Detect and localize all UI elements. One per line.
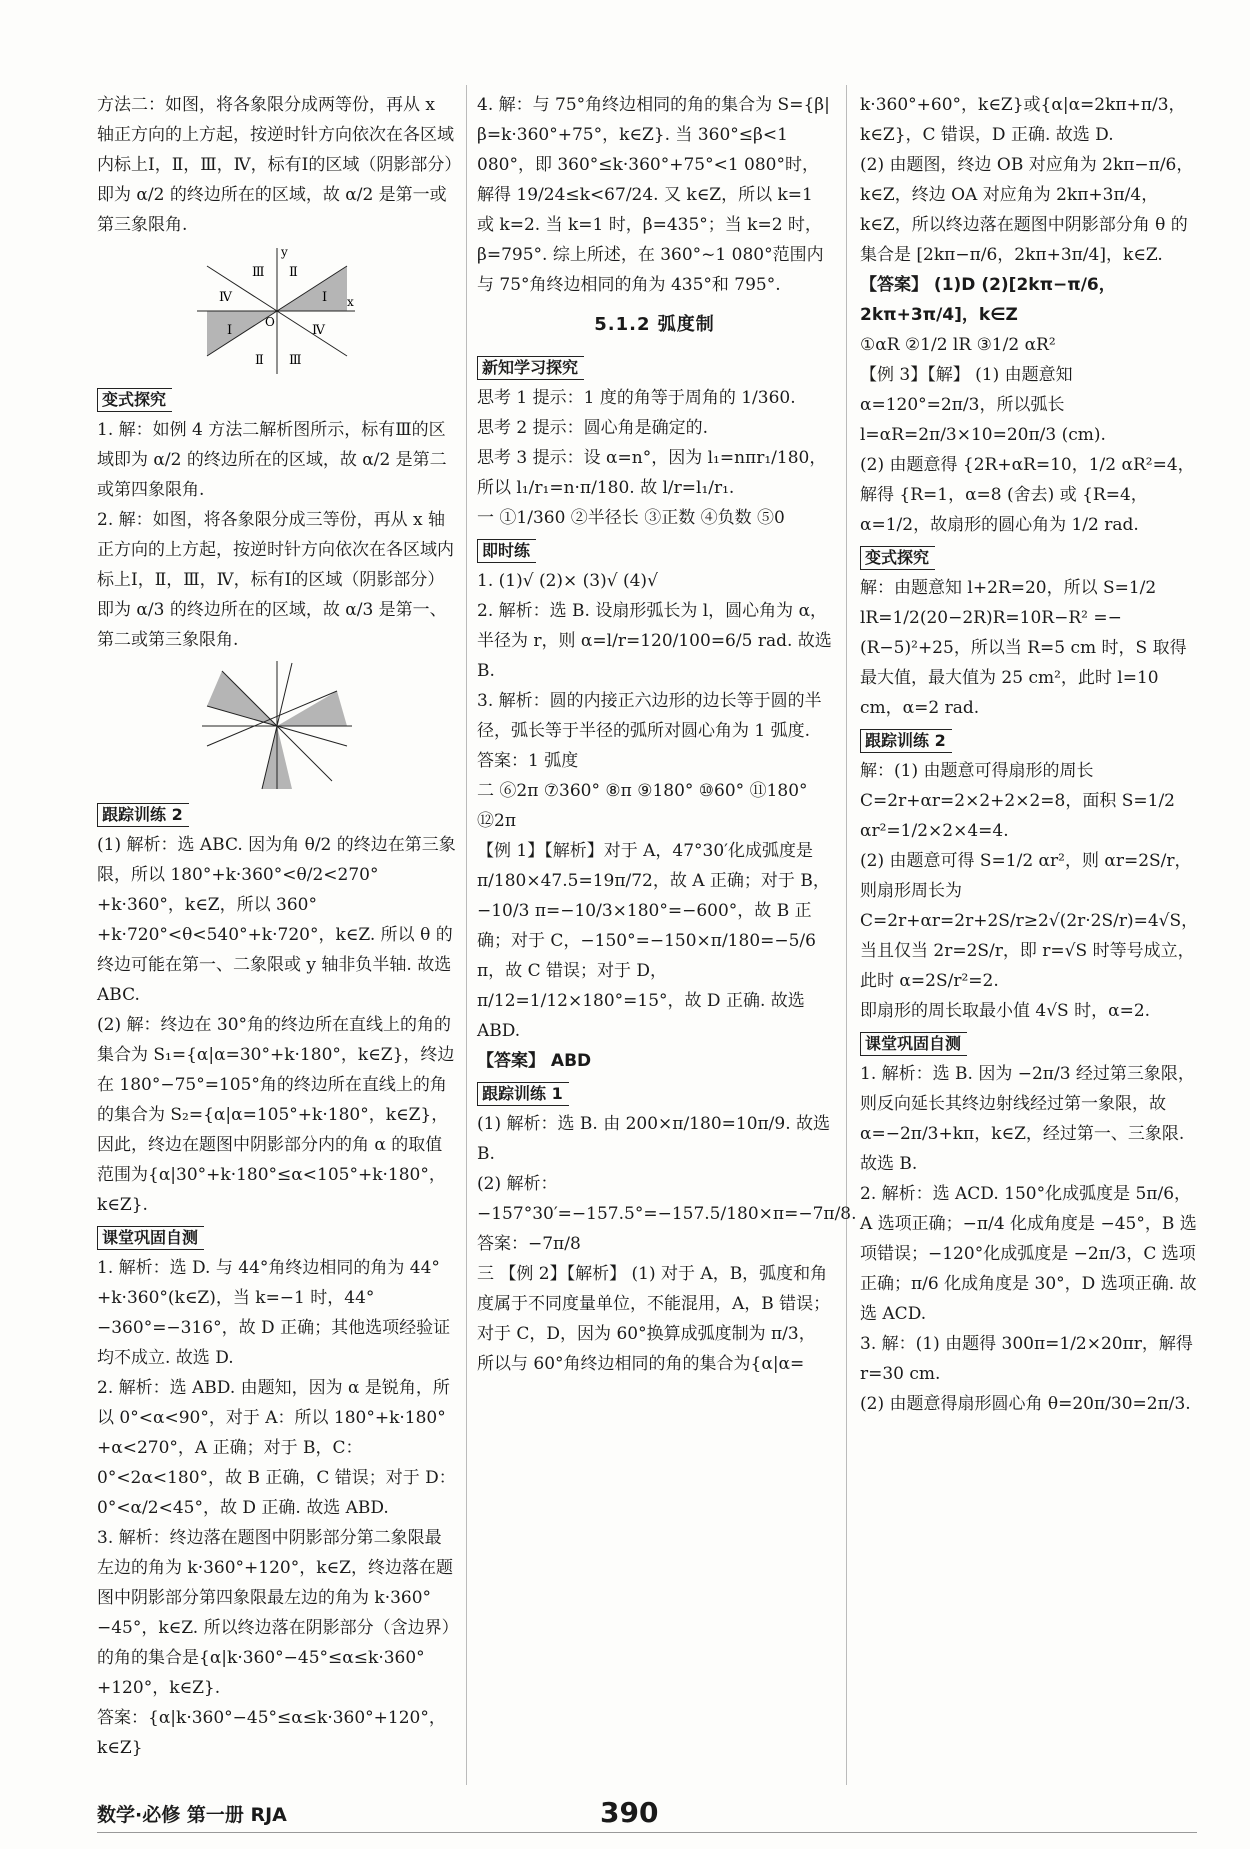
sikao-1: 思考 1 提示：1 度的角等于周角的 1/360. [477,388,796,408]
section-jishi: 即时练 [477,539,536,563]
svg-text:Ⅰ: Ⅰ [322,290,328,305]
bianshi-solution: 解：由题意知 l+2R=20，所以 S=1/2 lR=1/2(20−2R)R=10R−R² =−(R−5)²+25，所以当 R=5 cm 时，S 取得最大值，最大值为 25 cm²，此时 l=10 cm，α=2 rad. [860,578,1187,718]
jishi-2: 2. 解析：选 B. 设扇形弧长为 l，圆心角为 α，半径为 r，则 α=l/r=120/100=6/5 rad. 故选 B. [477,601,832,681]
genzong-2b-1: 解：(1) 由题意可得扇形的周长 C=2r+αr=2×2+2×2=8，面积 S=1/2 αr²=1/2×2×4=4. [860,761,1175,841]
section-title: 5.1.2 弧度制 [594,314,715,335]
blank-answers-3: ①αR ②1/2 lR ③1/2 αR² [860,335,1056,355]
svg-text:Ⅱ: Ⅱ [255,353,264,368]
example-1: 【例 1】【解析】对于 A，47°30′化成弧度是 π/180×47.5=19π/72，故 A 正确；对于 B，−10/3 π=−10/3×180°=−600°，故 B 正确；对于 C，−150°=−150×π/180=−5/6 π，故 C 错误；对于 D，π/12=1/12×180°=15°，故 D 正确. 故选 ABD. [477,841,830,1041]
example-2-answer: 【答案】 (1)D (2)[2kπ−π/6，2kπ+3π/4]，k∈Z [860,275,1116,325]
svg-text:Ⅰ: Ⅰ [227,323,233,338]
section-genzong-1: 跟踪训练 1 [477,1082,569,1106]
example-3: 【例 3】【解】 (1) 由题意知 α=120°=2π/3，所以弧长 l=αR=2π/3×10=20π/3 (cm). [860,365,1106,445]
svg-text:y: y [281,246,288,259]
section-genzong-2: 跟踪训练 2 [97,803,189,827]
ketang-b-1: 1. 解析：选 B. 因为 −2π/3 经过第三象限，则反向延长其终边射线经过第一象限，故 α=−2π/3+kπ，k∈Z，经过第一、三象限. 故选 B. [860,1064,1195,1174]
section-genzong-2b: 跟踪训练 2 [860,729,952,753]
page-number: 390 [600,1796,659,1829]
svg-text:Ⅱ: Ⅱ [289,265,298,280]
svg-text:O: O [265,315,275,329]
genzong-2b-3: 即扇形的周长取最小值 4√S 时，α=2. [860,1001,1151,1021]
blank-answers-1: 一 ①1/360 ②半径长 ③正数 ④负数 ⑤0 [477,508,785,528]
genzong-1-answer: 答案：−7π/8 [477,1234,581,1254]
jishi-3: 3. 解析：圆的内接正六边形的边长等于圆的半径，弧长等于半径的弧所对圆心角为 1 弧度. [477,691,822,741]
example-2: 三 【例 2】【解析】 (1) 对于 A，B，弧度和角度属于不同度量单位，不能混用，A，B 错误；对于 C，D，因为 60°换算成弧度制为 π/3，所以与 60°角终边相同的角的集合为{α|α= [477,1264,831,1374]
section-bianshi: 变式探究 [97,388,172,412]
section-xinzhi: 新知学习探究 [477,356,584,380]
genzong-2-2: (2) 解：终边在 30°角的终边所在直线上的角的集合为 S₁={α|α=30°+k·180°，k∈Z}，终边在 180°−75°=105°角的终边所在直线上的角的集合为 S₂={α|α=105°+k·180°，k∈Z}，因此，终边在题图中阴影部分内的角 α 的取值范围为{α|30°+k·180°≤α<105°+k·180°，k∈Z}. [97,1015,455,1215]
quadrant-figure-halves [197,246,357,376]
ketang-1: 1. 解析：选 D. 与 44°角终边相同的角为 44°+k·360°(k∈Z)，当 k=−1 时，44°−360°=−316°，故 D 正确；其他选项经验证均不成立. 故选 D. [97,1258,451,1368]
genzong-2b-2: (2) 由题意可得 S=1/2 αr²，则 αr=2S/r，则扇形周长为 C=2r+αr=2r+2S/r≥2√(2r·2S/r)=4√S，当且仅当 2r=2S/r，即 r=√S 时等号成立，此时 α=2S/r²=2. [860,851,1199,991]
svg-text:Ⅳ: Ⅳ [219,290,232,305]
bianshi-1: 1. 解：如例 4 方法二解析图所示，标有Ⅲ的区域即为 α/2 的终边所在的区域，故 α/2 是第二或第四象限角. [97,420,447,500]
example-3-part2: (2) 由题意得 {2R+αR=10，1/2 αR²=4，解得 {R=1，α=8 (舍去) 或 {R=4，α=1/2，故扇形的圆心角为 1/2 rad. [860,455,1195,535]
sikao-3: 思考 3 提示：设 α=n°，因为 l₁=nπr₁/180，所以 l₁/r₁=n·π/180. 故 l/r=l₁/r₁. [477,448,827,498]
method-two: 方法二：如图，将各象限分成两等份，再从 x 轴正方向的上方起，按逆时针方向依次在各区域内标上Ⅰ，Ⅱ，Ⅲ，Ⅳ，标有Ⅰ的区域（阴影部分）即为 α/2 的终边所在的区域，故 α/2 是第一或第三象限角. [97,95,454,235]
ketang-3: 3. 解析：终边落在题图中阴影部分第二象限最左边的角为 k·360°+120°，k∈Z，终边落在题图中阴影部分第四象限最左边的角为 k·360°−45°，k∈Z. 所以终边落在阴影部分（含边界）的角的集合是{α|k·360°−45°≤α≤k·360°+120°，k∈Z}. [97,1528,453,1698]
jishi-3-answer: 答案：1 弧度 [477,751,579,771]
genzong-1-2: (2) 解析：−157°30′=−157.5°=−157.5/180×π=−7π/8. [477,1174,857,1224]
example-2-part2: (2) 由题图，终边 OB 对应角为 2kπ−π/6，k∈Z，终边 OA 对应角为 2kπ+3π/4，k∈Z，所以终边落在题图中阴影部分角 θ 的集合是 [2kπ−π/6，2kπ+3π/4]，k∈Z. [860,155,1194,265]
genzong-1-1: (1) 解析：选 B. 由 200×π/180=10π/9. 故选 B. [477,1114,831,1164]
column-1 [97,90,457,1763]
section-ketang-2: 课堂巩固自测 [860,1032,967,1056]
problem-4: 4. 解：与 75°角终边相同的角的集合为 S={β|β=k·360°+75°，k∈Z}. 当 360°≤β<1 080°，即 360°≤k·360°+75°<1 080°时，解得 19/24≤k<67/24. 又 k∈Z，所以 k=1 或 k=2. 当 k=1 时，β=435°；当 k=2 时，β=795°. 综上所述，在 360°~1 080°范围内与 75°角终边相同的角为 435°和 795°. [477,95,830,295]
svg-text:x: x [347,295,354,309]
ketang-3-answer: 答案：{α|k·360°−45°≤α≤k·360°+120°，k∈Z} [97,1708,446,1758]
sikao-2: 思考 2 提示：圆心角是确定的. [477,418,709,438]
section-bianshi-2: 变式探究 [860,546,935,570]
column-2 [477,90,857,1379]
ketang-2: 2. 解析：选 ABD. 由题知，因为 α 是锐角，所以 0°<α<90°，对于 A：所以 180°+k·180°+α<270°，A 正确；对于 B，C：0°<2α<180°，故 B 正确，C 错误；对于 D：0°<α/2<45°，故 D 正确. 故选 ABD. [97,1378,456,1518]
book-title: 数学·必修 第一册 RJA [97,1804,287,1826]
ketang-b-3: 3. 解：(1) 由题得 300π=1/2×20πr，解得 r=30 cm. [860,1334,1193,1384]
quadrant-figure-thirds [202,661,352,791]
column-3 [860,90,1198,1419]
bianshi-2: 2. 解：如图，将各象限分成三等份，再从 x 轴正方向的上方起，按逆时针方向依次在各区域内标上Ⅰ，Ⅱ，Ⅲ，Ⅳ，标有Ⅰ的区域（阴影部分）即为 α/3 的终边所在的区域，故 α/3 是第一、第二或第三象限角. [97,510,454,650]
example-1-answer: 【答案】 ABD [477,1051,592,1071]
svg-text:Ⅳ: Ⅳ [312,323,325,338]
svg-text:Ⅲ: Ⅲ [289,353,302,368]
footer-rule [97,1832,1197,1833]
ketang-b-3-2: (2) 由题意得扇形圆心角 θ=20π/30=2π/3. [860,1394,1191,1414]
ketang-b-2: 2. 解析：选 ACD. 150°化成弧度是 5π/6，A 选项正确；−π/4 化成角度是 −45°，B 选项错误；−120°化成弧度是 −2π/3，C 选项正确；π/6 化成角度是 30°，D 选项正确. 故选 ACD. [860,1184,1197,1324]
section-ketang: 课堂巩固自测 [97,1226,204,1250]
jishi-1: 1. (1)√ (2)× (3)√ (4)√ [477,571,658,591]
svg-text:Ⅲ: Ⅲ [252,265,265,280]
genzong-2-1: (1) 解析：选 ABC. 因为角 θ/2 的终边在第三象限，所以 180°+k·360°<θ/2<270°+k·360°，k∈Z，所以 360°+k·720°<θ<540°+k·720°，k∈Z. 所以 θ 的终边可能在第一、二象限或 y 轴非负半轴. 故选 ABC. [97,835,456,1005]
example-2-cont: k·360°+60°，k∈Z}或{α|α=2kπ+π/3，k∈Z}，C 错误，D 正确. 故选 D. [860,95,1186,145]
blank-answers-2: 二 ⑥2π ⑦360° ⑧π ⑨180° ⑩60° ⑪180° ⑫2π [477,781,808,831]
